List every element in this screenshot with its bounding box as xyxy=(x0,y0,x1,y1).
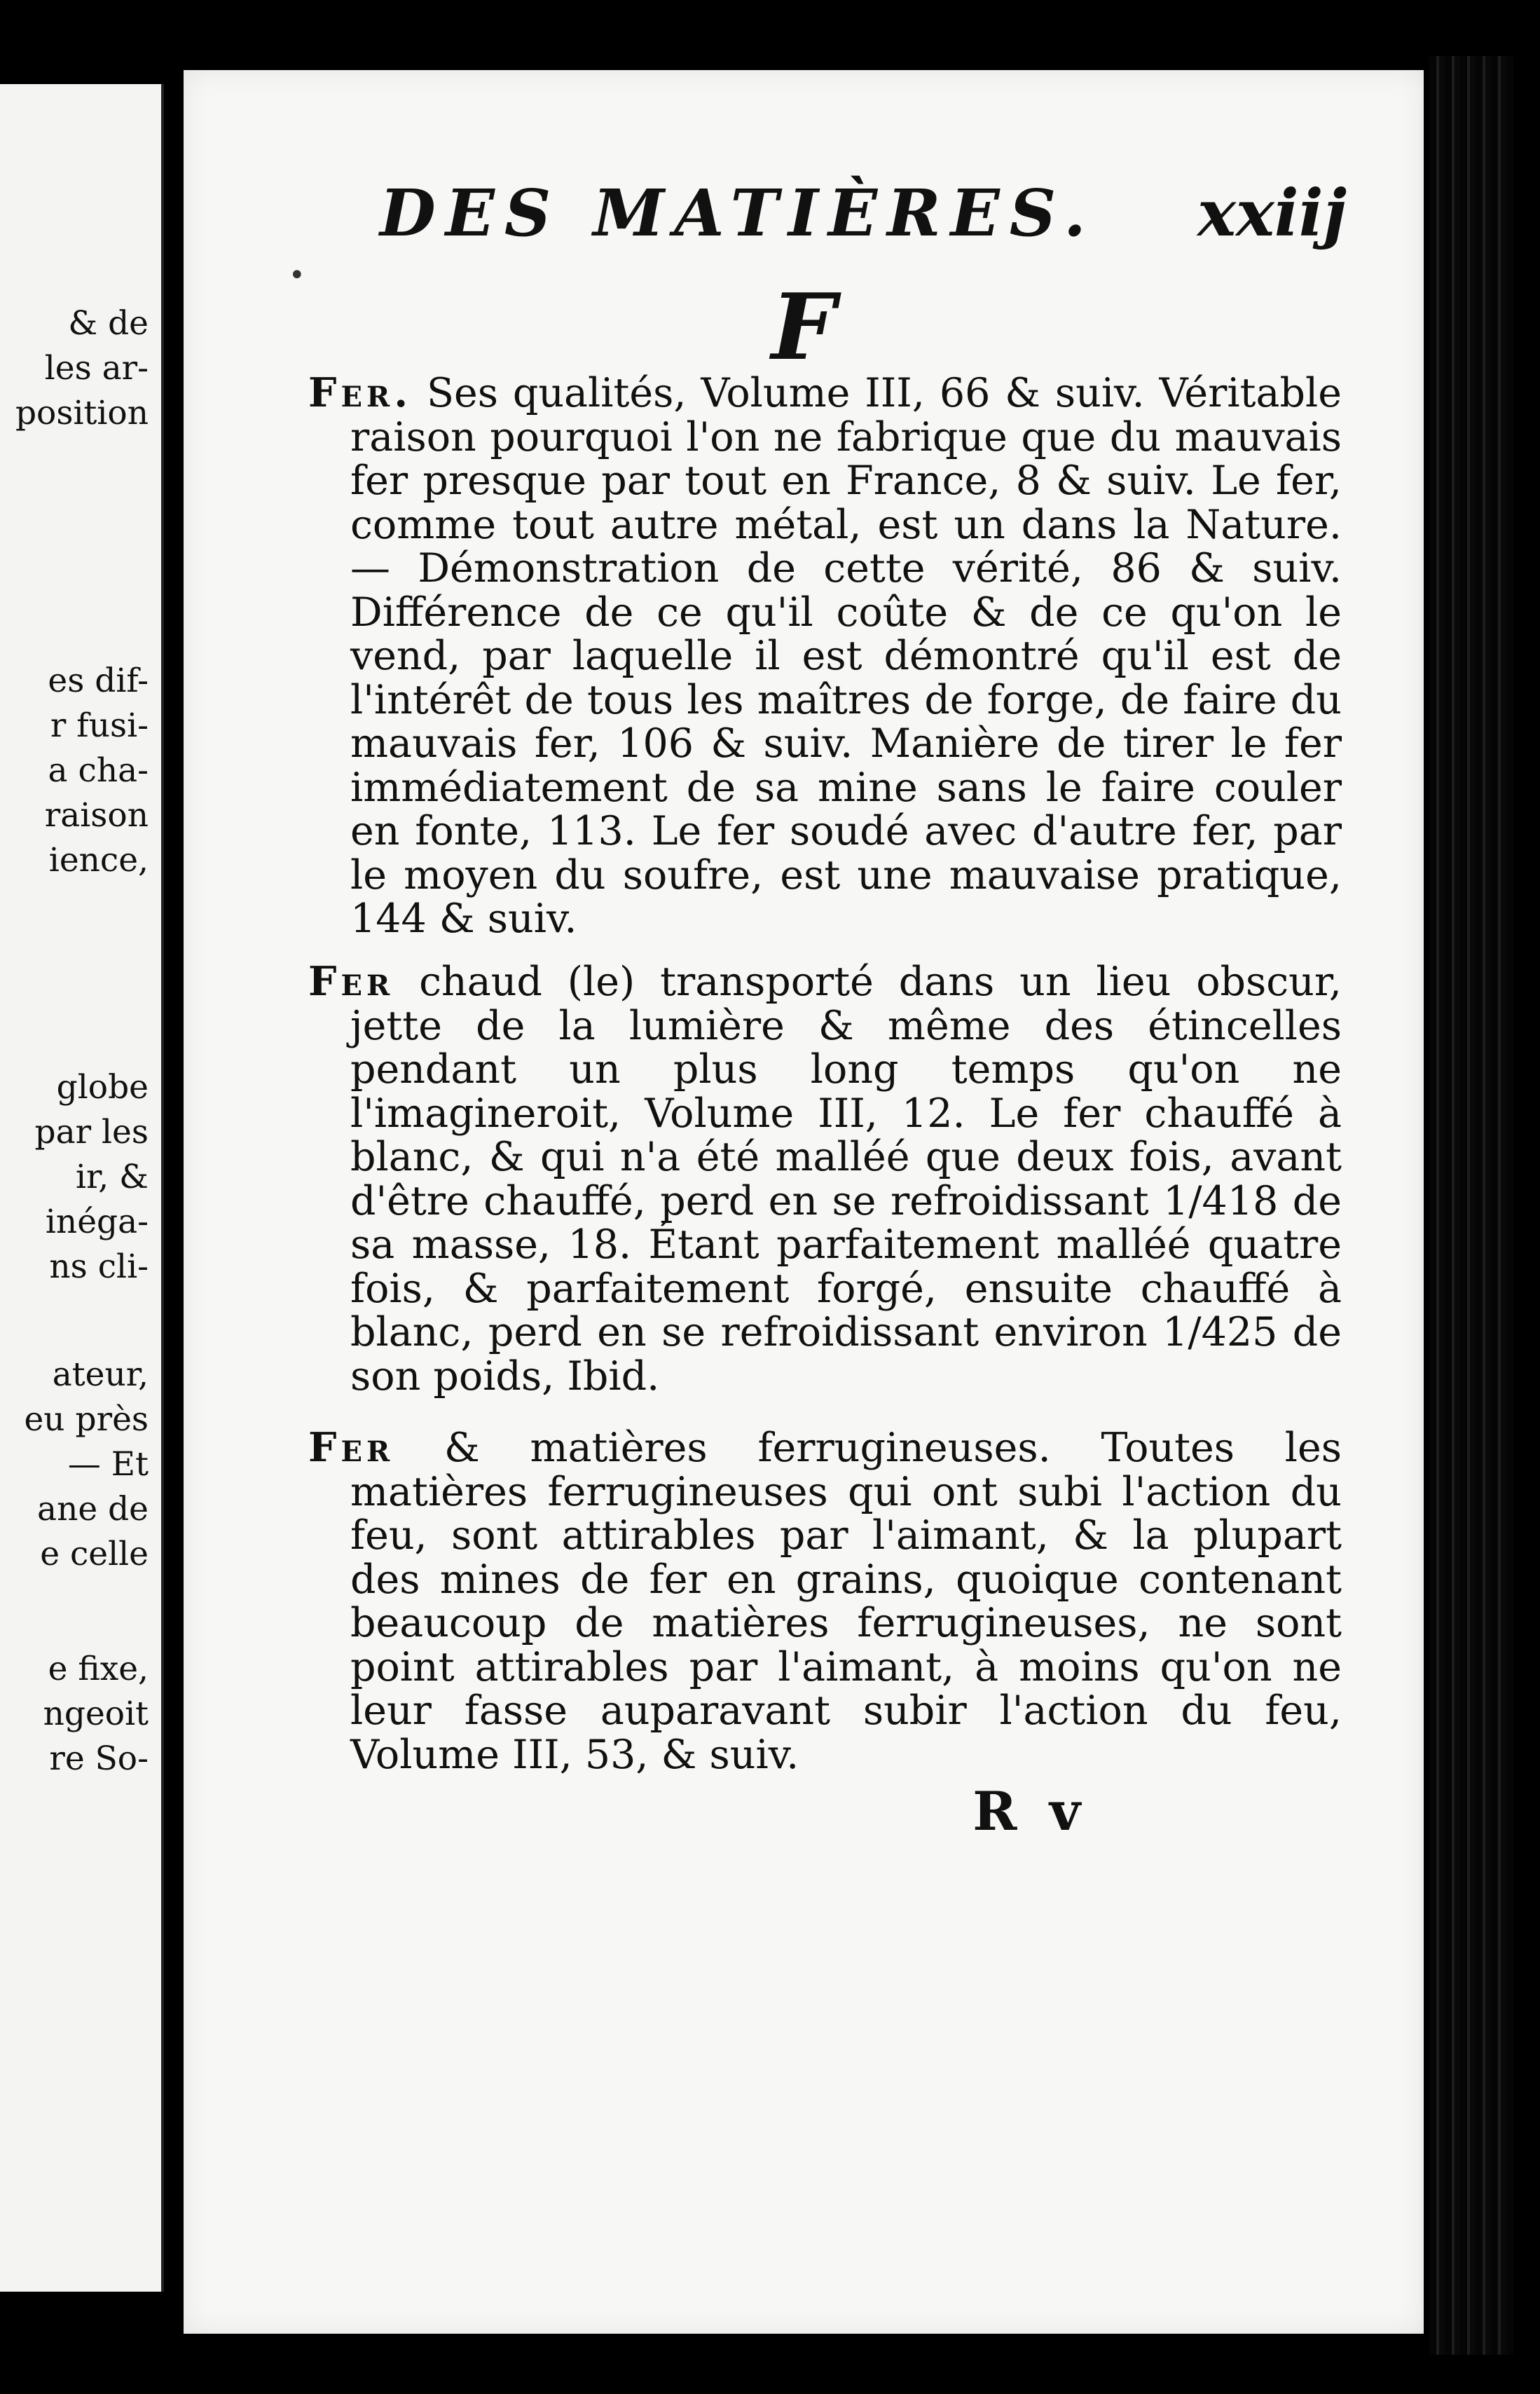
index-entry-fer xyxy=(308,371,1342,941)
facing-page-line: re So- xyxy=(49,1739,149,1778)
running-head xyxy=(184,175,1424,259)
facing-page-line: ir, & xyxy=(75,1158,149,1196)
facing-page-line: & de xyxy=(68,304,149,343)
facing-page-line: e fixe, xyxy=(48,1650,149,1688)
facing-page-line: eu près xyxy=(24,1400,149,1439)
print-mark: • xyxy=(289,259,305,292)
page-edges xyxy=(1429,56,1513,2355)
entry-text: & matières ferrugineuses. Toutes les matières ferrugineuses qui ont subi l'action du feu, sont attirables par l'aimant, & la plupart des mines de fer en grains, quoique contenant beaucoup de matières ferrugineuses, ne sont point attirables par l'aimant, à moins qu'on ne leur fasse auparavant subir l'action du feu, Volume III, 53, & suiv. xyxy=(350,1425,1342,1778)
facing-page-line: es dif- xyxy=(48,662,149,700)
index-entry-fer-matieres xyxy=(308,1426,1342,1777)
page-number: xxiij xyxy=(1197,175,1347,251)
facing-page-line: a cha- xyxy=(48,751,149,790)
entry-head-word: Fer xyxy=(308,958,394,1005)
facing-page-line: position xyxy=(15,394,149,432)
index-entry-fer-chaud xyxy=(308,960,1342,1398)
facing-page-line: les ar- xyxy=(44,349,149,388)
running-head-title: DES MATIÈRES. xyxy=(380,175,1096,251)
facing-page-line: inéga- xyxy=(45,1203,149,1241)
catchword: R v xyxy=(972,1780,1087,1842)
facing-page-line: globe xyxy=(56,1068,149,1107)
facing-page-line: ngeoit xyxy=(43,1695,149,1733)
entry-head-word: Fer xyxy=(308,1424,394,1471)
entry-head-word: Fer. xyxy=(308,369,413,416)
facing-page-line: e celle xyxy=(40,1535,149,1573)
section-letter: F xyxy=(771,273,837,381)
facing-page-line: par les xyxy=(34,1113,149,1151)
facing-page xyxy=(0,84,164,2292)
facing-page-line: r fusi- xyxy=(50,706,149,745)
facing-page-line: raison xyxy=(44,796,149,835)
entry-text: chaud (le) transporté dans un lieu obscur, jette de la lumière & même des étincelles pendant un plus long temps qu'on ne l'imagineroit, Volume III, 12. Le fer chauffé à blanc, & qui n'a été malléé que deux fois, avant d'être chauffé, perd en se refroidissant 1/418 de sa masse, 18. Étant parfaitement malléé quatre fois, & parfaitement forgé, ensuite chauffé à blanc, perd en se refroidissant environ 1/425 de son poids, Ibid. xyxy=(350,959,1342,1400)
entry-text: Ses qualités, Volume III, 66 & suiv. Véritable raison pourquoi l'on ne fabrique que du mauvais fer presque par tout en France, 8 & suiv. Le fer, comme tout autre métal, est un dans la Nature. — Démonstration de cette vérité, 86 & suiv. Différence de ce qu'il coûte & de ce qu'on le vend, par laquelle il est démontré qu'il est de l'intérêt de tous les maîtres de forge, de faire du mauvais fer, 106 & suiv. Manière de tirer le fer immédiatement de sa mine sans le faire couler en fonte, 113. Le fer soudé avec d'autre fer, par le moyen du soufre, est une mauvaise pratique, 144 & suiv. xyxy=(350,370,1342,942)
book-page xyxy=(184,70,1424,2334)
facing-page-line: ane de xyxy=(37,1490,149,1528)
facing-page-line: — Et xyxy=(67,1445,149,1484)
facing-page-line: ateur, xyxy=(52,1355,149,1394)
facing-page-line: ience, xyxy=(48,841,149,880)
facing-page-line: ns cli- xyxy=(49,1247,149,1286)
